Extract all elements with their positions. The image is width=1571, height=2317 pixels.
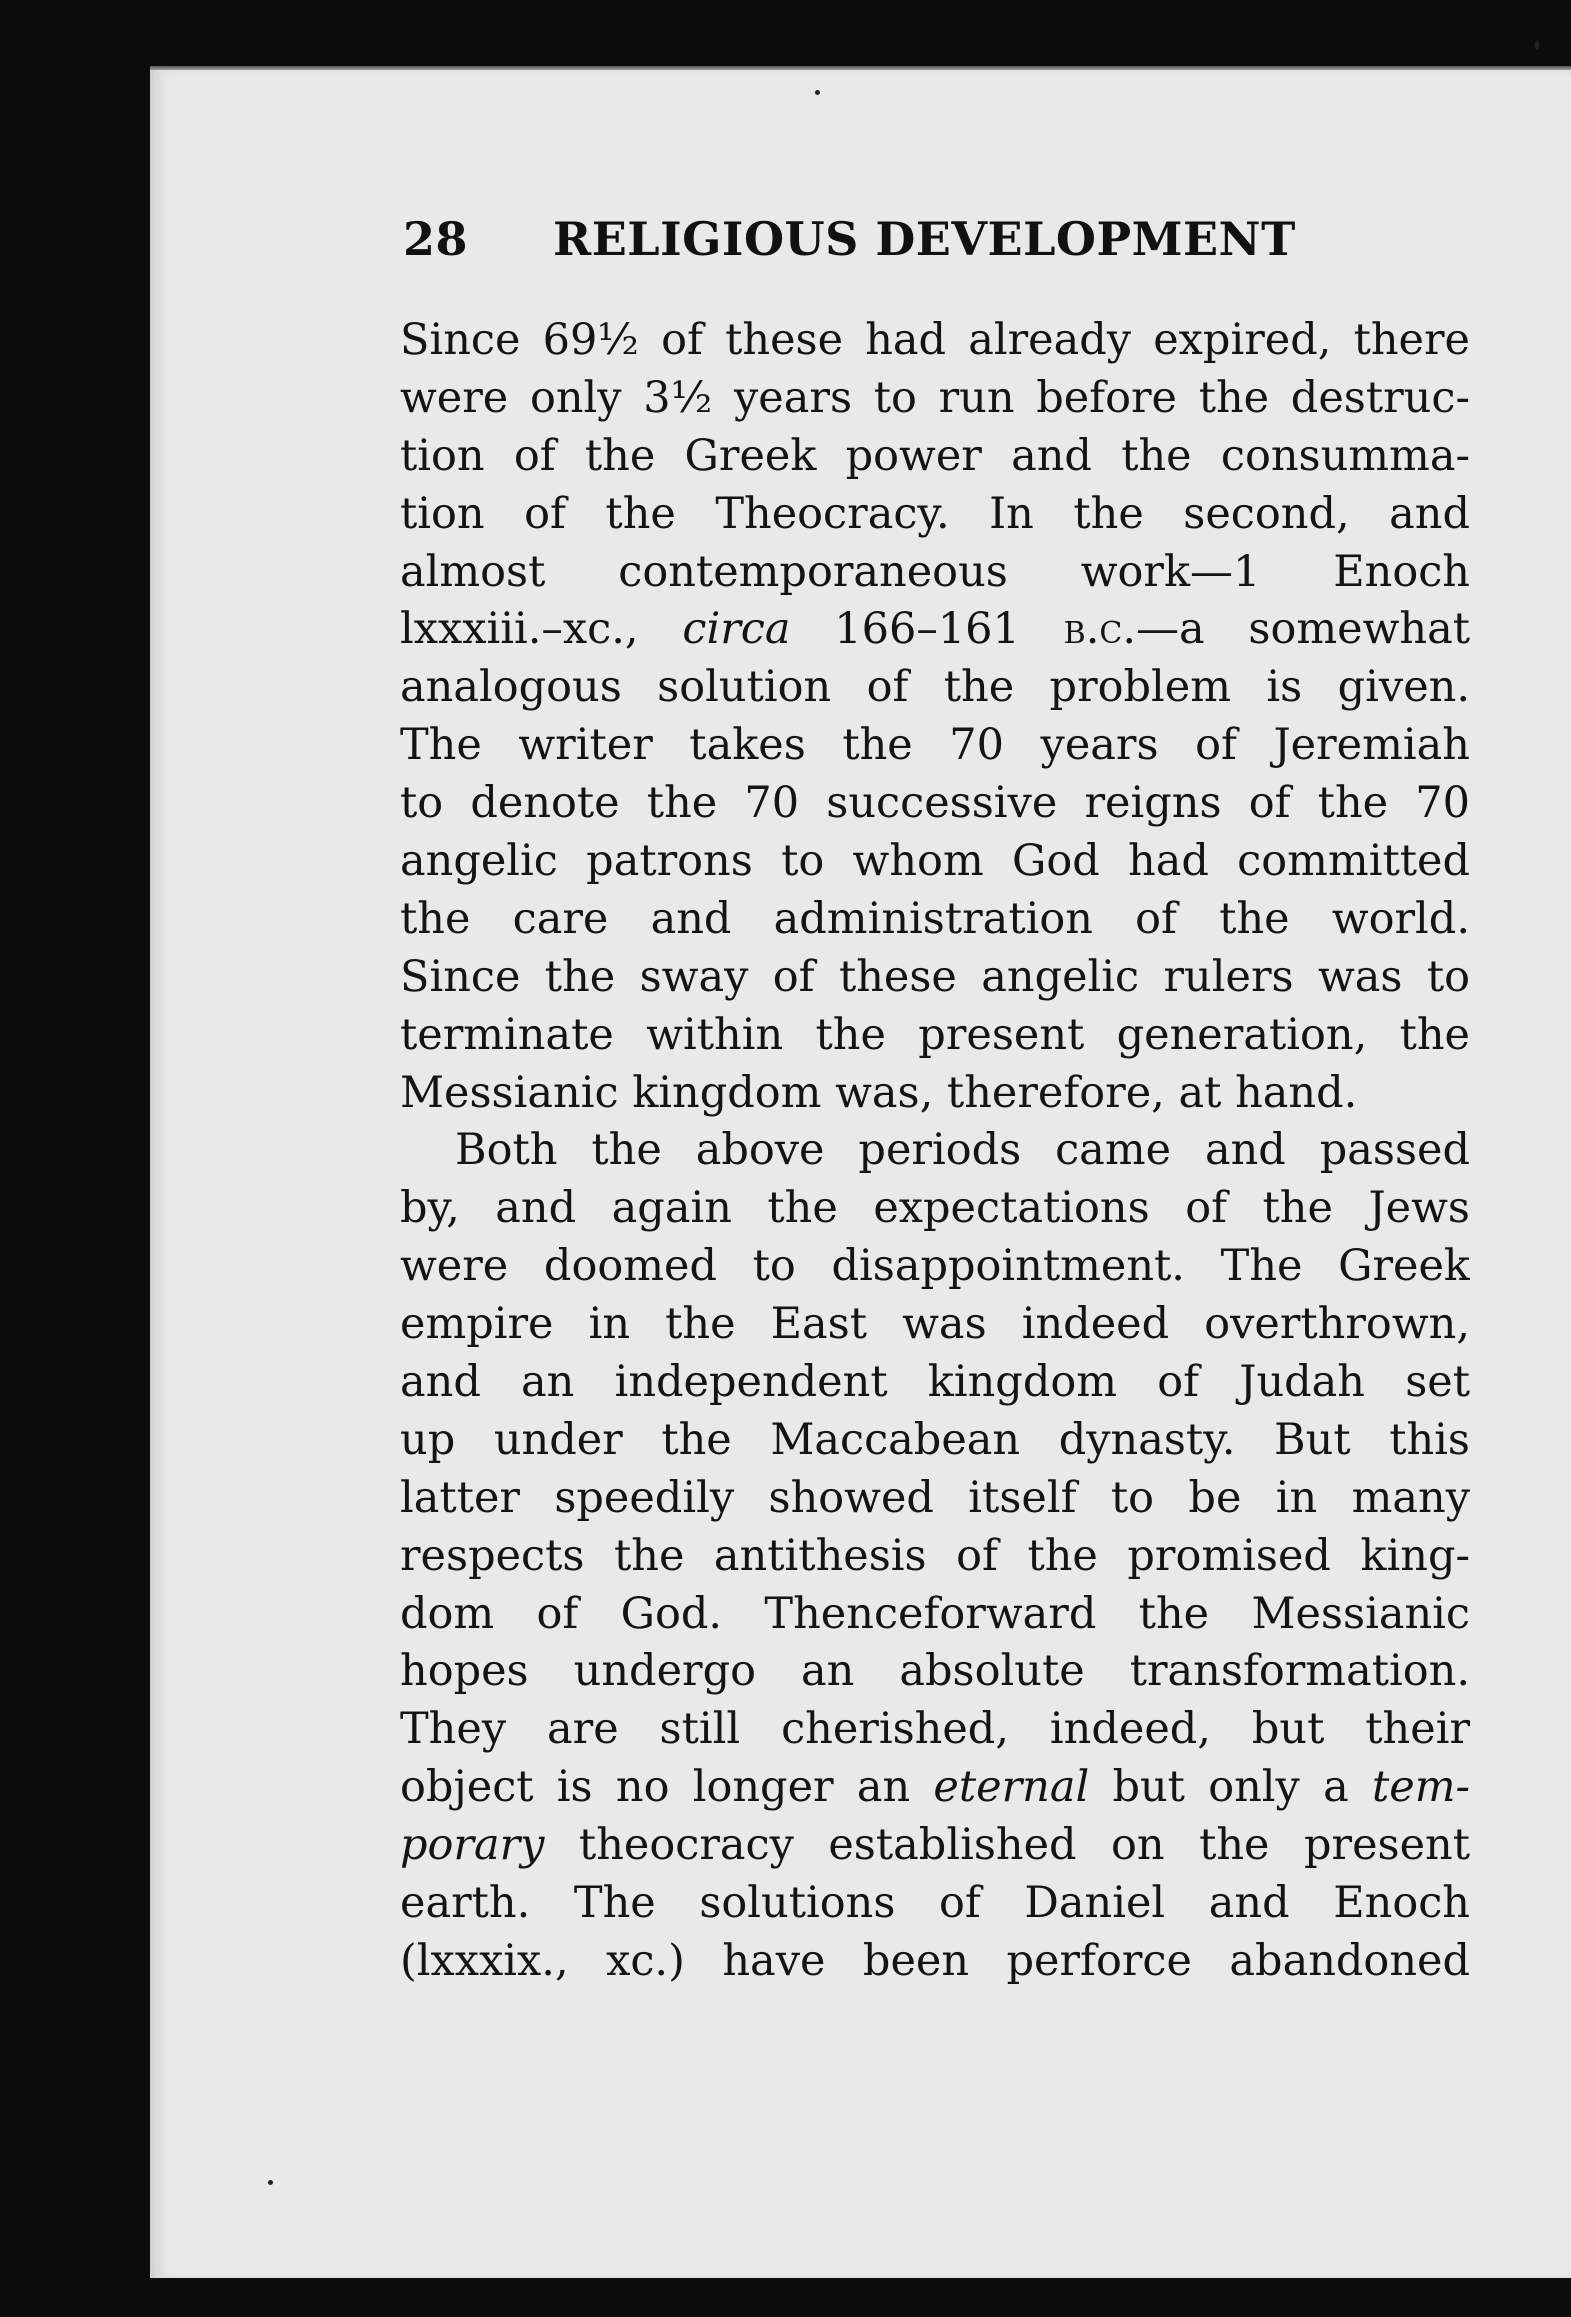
text-run: 166–161 — [790, 604, 1064, 655]
text-line: The writer takes the 70 years of Jeremiah — [400, 720, 1470, 771]
text-line: (lxxxix., xc.) have been perforce abandoned — [400, 1935, 1470, 1986]
italic-term: eternal — [933, 1762, 1090, 1813]
text-line: terminate within the present generation, the — [400, 1009, 1470, 1060]
scan-speck — [815, 90, 820, 95]
page-number: 28 — [403, 212, 469, 266]
text-line: respects the antithesis of the promised king- — [400, 1530, 1470, 1581]
text-line: tion of the Theocracy. In the second, and — [400, 488, 1470, 539]
text-line: by, and again the expectations of the Jews — [400, 1183, 1470, 1234]
text-line: empire in the East was indeed overthrown, — [400, 1299, 1470, 1350]
italic-term: circa — [682, 604, 791, 655]
text-run: lxxxiii.–xc., — [400, 604, 683, 655]
scan-speck — [268, 2180, 273, 2185]
text-line — [400, 1759, 1470, 1817]
text-line: angelic patrons to whom God had committed — [400, 836, 1470, 887]
text-line: earth. The solutions of Daniel and Enoch — [400, 1878, 1470, 1929]
italic-term: tem- — [1371, 1762, 1470, 1813]
text-run: —a somewhat — [1136, 604, 1470, 655]
text-line: They are still cherished, indeed, but their — [400, 1704, 1470, 1755]
text-line: tion of the Greek power and the consumma- — [400, 430, 1470, 481]
text-line: Since the sway of these angelic rulers was to — [400, 951, 1470, 1002]
text-run: theocracy established on the present — [544, 1820, 1470, 1871]
scan-speck — [1535, 40, 1539, 50]
text-line — [400, 1817, 1470, 1875]
text-line: Both the above periods came and passed — [455, 1125, 1470, 1176]
text-line: hopes undergo an absolute transformation. — [400, 1646, 1470, 1697]
text-run: object is no longer an — [400, 1762, 934, 1813]
text-line: analogous solution of the problem is given. — [400, 662, 1470, 713]
text-run: but only a — [1089, 1762, 1372, 1813]
italic-term: porary — [400, 1820, 545, 1871]
text-line: Since 69½ of these had already expired, there — [400, 315, 1470, 365]
text-line: to denote the 70 successive reigns of the 70 — [400, 778, 1470, 829]
running-title: RELIGIOUS DEVELOPMENT — [553, 212, 1296, 266]
text-line: the care and administration of the world. — [400, 893, 1470, 944]
text-line: dom of God. Thenceforward the Messianic — [400, 1588, 1470, 1639]
text-line: latter speedily showed itself to be in many — [400, 1472, 1470, 1523]
body-text — [400, 312, 1470, 1991]
text-line: up under the Maccabean dynasty. But this — [400, 1414, 1470, 1465]
era-abbreviation: b.c. — [1063, 604, 1136, 655]
text-line: were doomed to disappointment. The Greek — [400, 1241, 1470, 1292]
running-head — [403, 212, 1323, 282]
text-line: Messianic kingdom was, therefore, at hand. — [400, 1067, 1358, 1118]
text-line: were only 3½ years to run before the destruc- — [400, 372, 1470, 423]
text-line: almost contemporaneous work—1 Enoch — [400, 546, 1470, 597]
text-line: and an independent kingdom of Judah set — [400, 1357, 1470, 1408]
text-line — [400, 601, 1470, 659]
